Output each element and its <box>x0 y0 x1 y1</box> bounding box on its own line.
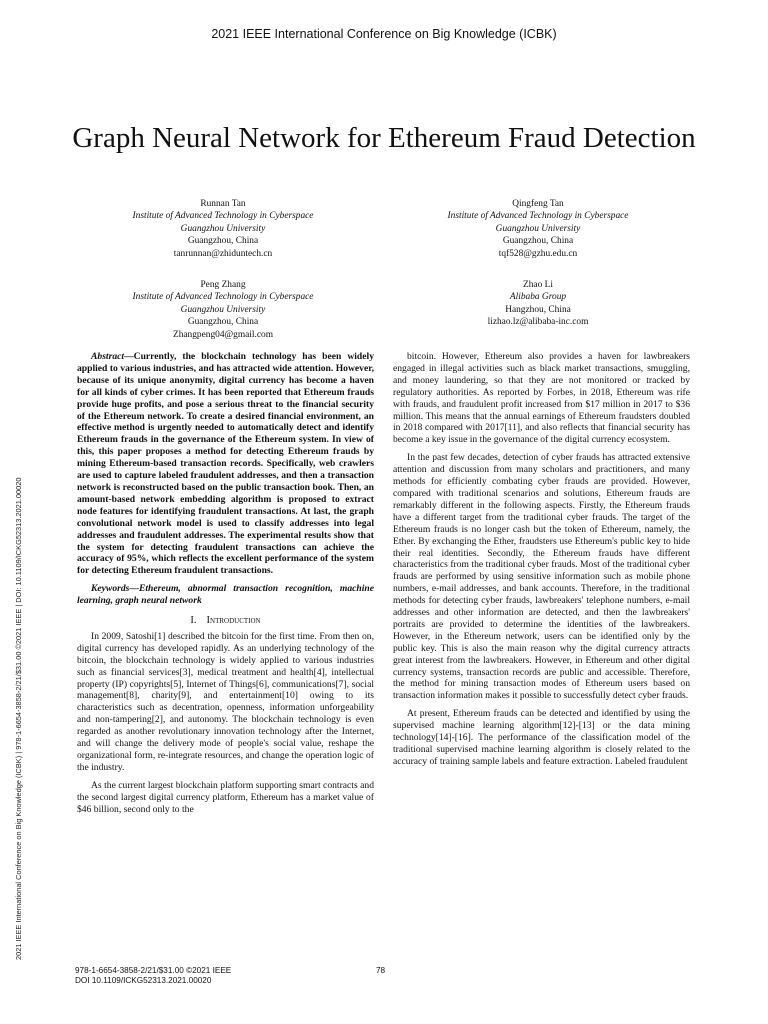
author-university: Guangzhou University <box>495 223 581 234</box>
author-email[interactable]: lizhao.lz@alibaba-inc.com <box>487 317 589 328</box>
footer-info <box>75 966 231 986</box>
author-email[interactable]: Zhangpeng04@gmail.com <box>172 329 274 340</box>
body-paragraph: As the current largest blockchain platform supporting smart contracts and the second largest digital currency platform, Ethereum has a market value of $46 billion, second only to the <box>77 779 374 815</box>
body-paragraph: At present, Ethereum frauds can be detected and identified by using the supervised machine learning algorithm[12]-[13] or the data mining technology[14]-[16]. The performance of the classification model of the traditional supervised machine learning algorithm is closely related to the accuracy of training sample labels and feature extraction. Labeled fraudulent <box>393 708 690 767</box>
section-title: Introduction <box>206 615 261 627</box>
right-column <box>393 351 690 774</box>
section-heading <box>77 615 374 627</box>
author-affiliation: Institute of Advanced Technology in Cyberspace <box>132 211 314 222</box>
author-name: Zhao Li <box>523 280 553 290</box>
author-university: Guangzhou University <box>180 304 266 315</box>
author-block-2 <box>388 198 688 260</box>
abstract <box>77 351 374 577</box>
author-location: Guangzhou, China <box>187 317 259 328</box>
left-column <box>77 351 374 822</box>
author-name: Peng Zhang <box>200 280 246 290</box>
author-name: Qingfeng Tan <box>512 199 564 209</box>
abstract-lead: Abstract <box>91 351 125 362</box>
author-university: Guangzhou University <box>180 223 266 234</box>
side-identifier: 2021 IEEE International Conference on Big Knowledge (ICBK) | 978-1-6654-3858-2/21/$31.00 ©2021 IEEE | DOI: 10.1109/ICKG52313.2021.00020 <box>14 477 23 960</box>
conference-header: 2021 IEEE International Conference on Big Knowledge (ICBK) <box>211 27 557 41</box>
footer-doi[interactable]: DOI 10.1109/ICKG52313.2021.00020 <box>75 976 212 985</box>
author-affiliation: Alibaba Group <box>509 292 567 303</box>
author-block-4 <box>388 279 688 329</box>
footer-isbn: 978-1-6654-3858-2/21/$31.00 ©2021 IEEE <box>75 966 232 975</box>
author-location: Hangzhou, China <box>505 304 571 315</box>
body-paragraph: In the past few decades, detection of cyber frauds has attracted extensive attention and discussion from many scholars and practitioners, and many methods for efficiently combating cyber frauds are provided. However, compared with traditional scenarios and solutions, Ethereum frauds are remarkably different in the following aspects. Firstly, the Ethereum frauds have a different target from the traditional cyber frauds. The target of the Ethereum frauds is no longer cash but the token of Ethereum, namely, the Ether. By exchanging the Ether, fraudsters use Ethereum's public key to hide their real identities. Secondly, the Ethereum frauds have different characteristics from the traditional cyber frauds. Most of the traditional cyber frauds are performed by using sensitive information such as mobile phone numbers, e-mail addresses, and bank accounts. Therefore, in the traditional methods for detecting cyber frauds, lawbreakers' telephone numbers, e-mail addresses and other information are detected, and then the lawbreakers' portraits are provided to determine the identities of the lawbreakers. However, in the Ethereum network, users can be identified only by the public key. This is also the main reason why the digital currency attracts great interest from the lawbreakers. However, in Ethereum and other digital currency systems, transaction records are public and accessible. Therefore, the method for mining transaction modes of Ethereum users based on transaction information makes it possible to successfully detect cyber frauds. <box>393 452 690 702</box>
abstract-text: —Currently, the blockchain technology has been widely applied to various industries, and has attracted wide attention. However, because of its unique anonymity, digital currency has become a haven for all kinds of cyber crimes. It has been reported that Ethereum frauds provide huge profits, and pose a serious threat to the financial security of the Ethereum network. To create a desired financial environment, an effective method is urgently needed to automatically detect and identify Ethereum frauds in the governance of the Ethereum system. In view of this, this paper proposes a method for detecting Ethereum frauds by mining Ethereum-based transaction records. Specifically, web crawlers are used to capture labeled fraudulent addresses, and then a transaction network is reconstructed based on the public transaction book. Then, an amount-based network embedding algorithm is proposed to extract node features for identifying fraudulent transactions. At last, the graph convolutional network model is used to classify addresses into legal addresses and fraudulent addresses. The experimental results show that the system for detecting fraudulent transactions can achieve the accuracy of 95%, which reflects the excellent performance of the system for detecting Ethereum fraudulent transactions. <box>77 351 374 577</box>
keywords-lead: Keywords <box>91 583 130 595</box>
keywords <box>77 583 374 607</box>
body-paragraph: In 2009, Satoshi[1] described the bitcoin for the first time. From then on, digital currency has developed rapidly. As an underlying technology of the bitcoin, the blockchain technology is widely applied to various industries such as financial services[3], medical treatment and health[4], intellectual property (IP) copyrights[5], Internet of Things[6], communications[7], social management[8], charity[9], and entertainment[10] owing to its characteristics such as decentration, openness, information unforgeability and non-tampering[2], and autonomy. The blockchain technology is even regarded as another revolutionary innovation technology after the Internet, and will change the delivery mode of people's social value, reshape the organizational form, re-integrate resources, and change the operation logic of the industry. <box>77 630 374 773</box>
paper-title: Graph Neural Network for Ethereum Fraud Detection <box>72 122 696 154</box>
author-name: Runnan Tan <box>200 199 246 209</box>
author-affiliation: Institute of Advanced Technology in Cyberspace <box>132 292 314 303</box>
author-block-1 <box>73 198 373 260</box>
page-number: 78 <box>376 966 386 975</box>
author-affiliation: Institute of Advanced Technology in Cyberspace <box>447 211 629 222</box>
author-email[interactable]: tanrunnan@zhiduntech.cn <box>173 248 273 259</box>
section-number: I. <box>190 615 197 627</box>
author-email[interactable]: tqf528@gzhu.edu.cn <box>498 248 578 259</box>
keywords-text: —Ethereum, abnormal transaction recognition, machine learning, graph neural network <box>77 583 374 607</box>
author-location: Guangzhou, China <box>187 236 259 247</box>
author-location: Guangzhou, China <box>502 236 574 247</box>
body-paragraph: bitcoin. However, Ethereum also provides a haven for lawbreakers engaged in illegal activities such as black market transactions, smuggling, and money laundering, so that they are not monitored or tracked by regulatory authorities. As reported by Forbes, in 2018, Ethereum was rife with frauds, and fraudulent profit increased from $17 million in 2017 to $36 million. This means that the annual earnings of Ethereum fraudsters doubled in 2018 compared with 2017[11], and also reflects that financial security has become a key issue in the governance of the digital currency ecosystem. <box>393 351 690 446</box>
author-block-3 <box>73 279 373 341</box>
